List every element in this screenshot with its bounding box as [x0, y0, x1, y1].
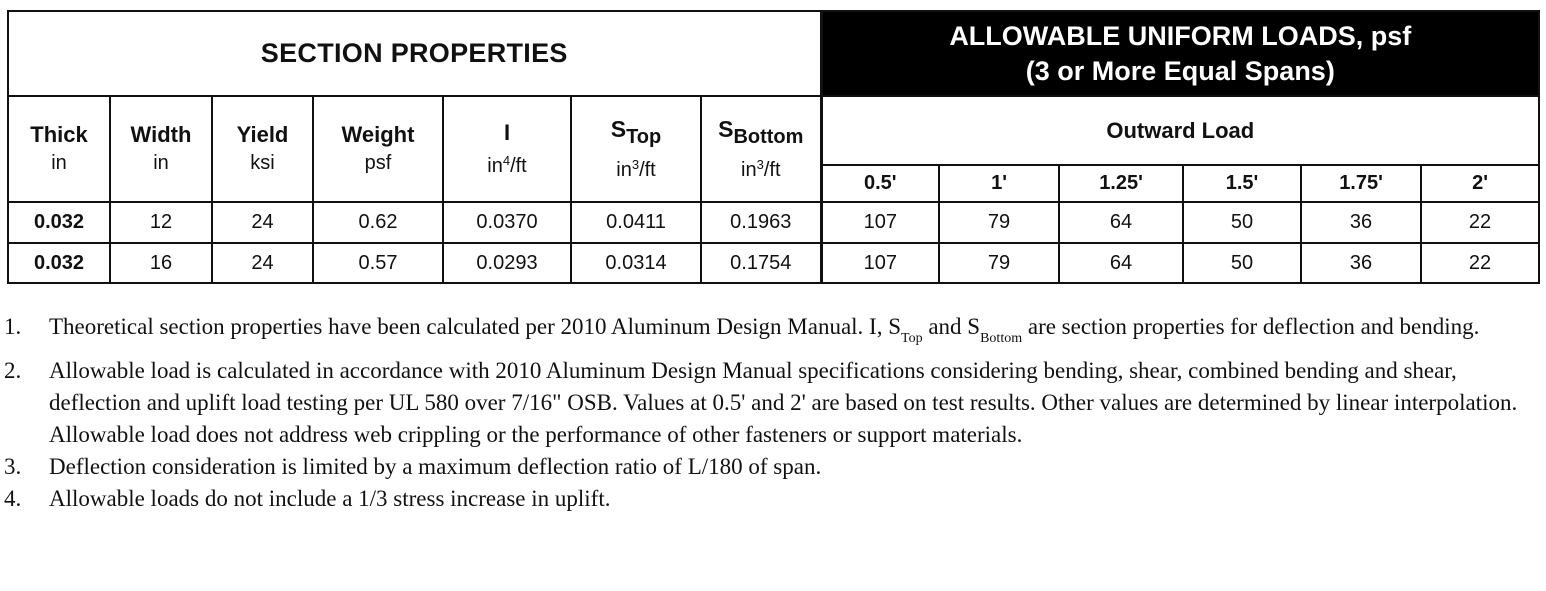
footnote-number: 4. [4, 486, 22, 511]
cell-moment-of-inertia: 0.0293 [443, 243, 571, 283]
footnote-text: Allowable load is calculated in accordance with 2010 Aluminum Design Manual specifications considering bending, shear, combined bending and shear, deflection and uplift load testing per UL 580 over 7/16" OSB. Values at 0.5' and 2' are based on test results. Other values are determined by linear interpolation. Allowable load does not address web crippling or the performance of other fasteners or support materials. [49, 358, 1518, 447]
col-header-moment-of-inertia-unit: $in^4/ft$ [487, 152, 527, 177]
table-row [8, 202, 1539, 243]
cell-load: 79 [939, 202, 1059, 243]
span-header: 1.5' [1183, 165, 1301, 202]
allowable-loads-title-line1: ALLOWABLE UNIFORM LOADS, psf [949, 20, 1412, 51]
cell-s-bottom: 0.1963 [701, 202, 821, 243]
footnote-text: Theoretical section properties have been calculated per 2010 Aluminum Design Manual. I, $S_{Top}$ and $S_{Bottom}$ are section properties for deflection and bending. [49, 314, 1480, 346]
cell-load: 107 [821, 202, 939, 243]
cell-thick: 0.032 [8, 202, 110, 243]
span-header: 1.25' [1059, 165, 1183, 202]
cell-load: 107 [821, 243, 939, 283]
section-properties-title: SECTION PROPERTIES [8, 11, 821, 96]
col-header-s-bottom [701, 96, 821, 202]
cell-yield: 24 [212, 243, 313, 283]
cell-load: 36 [1301, 202, 1421, 243]
footnotes-list [4, 311, 1544, 515]
span-header: 1.75' [1301, 165, 1421, 202]
table-row [8, 243, 1539, 283]
col-header-yield-unit: ksi [250, 152, 275, 174]
cell-weight: 0.62 [313, 202, 443, 243]
outward-load-header: Outward Load [821, 96, 1539, 165]
cell-yield: 24 [212, 202, 313, 243]
specification-table [7, 10, 1540, 284]
footnote-item [4, 355, 1544, 451]
cell-load: 50 [1183, 202, 1301, 243]
col-header-s-top-unit: $in^3/ft$ [616, 156, 656, 181]
cell-load: 22 [1421, 202, 1539, 243]
cell-load: 79 [939, 243, 1059, 283]
col-header-width [110, 96, 212, 202]
cell-s-bottom: 0.1754 [701, 243, 821, 283]
col-header-weight [313, 96, 443, 202]
allowable-loads-title [821, 11, 1539, 96]
cell-load: 64 [1059, 202, 1183, 243]
cell-width: 16 [110, 243, 212, 283]
footnote-item [4, 483, 1544, 515]
col-header-moment-of-inertia-title: I [503, 119, 511, 145]
col-header-thick-title: Thick [30, 122, 88, 147]
col-header-s-top-symbol: $S_{Top}$ [610, 115, 662, 148]
footnote-item [4, 451, 1544, 483]
cell-load: 64 [1059, 243, 1183, 283]
col-header-width-title: Width [130, 122, 192, 147]
span-header: 0.5' [821, 165, 939, 202]
span-header: 1' [939, 165, 1059, 202]
cell-weight: 0.57 [313, 243, 443, 283]
footnote-number: 2. [4, 358, 22, 383]
cell-load: 50 [1183, 243, 1301, 283]
cell-moment-of-inertia: 0.0370 [443, 202, 571, 243]
allowable-loads-title-line2: (3 or More Equal Spans) [1025, 55, 1335, 86]
col-header-weight-title: Weight [341, 122, 415, 147]
col-header-moment-of-inertia [443, 96, 571, 202]
cell-s-top: 0.0314 [571, 243, 701, 283]
cell-s-top: 0.0411 [571, 202, 701, 243]
footnote-number: 3. [4, 454, 22, 479]
col-header-weight-unit: psf [364, 152, 392, 174]
span-header: 2' [1421, 165, 1539, 202]
footnote-text: Deflection consideration is limited by a maximum deflection ratio of L/180 of span. [49, 454, 822, 479]
footnote-text: Allowable loads do not include a 1/3 stress increase in uplift. [49, 486, 611, 511]
cell-width: 12 [110, 202, 212, 243]
col-header-thick-unit: in [51, 152, 67, 174]
col-header-yield [212, 96, 313, 202]
col-header-s-bottom-unit: $in^3/ft$ [741, 156, 781, 181]
col-header-s-bottom-symbol: $S_{Bottom}$ [718, 115, 804, 148]
footnote-number: 1. [4, 314, 22, 339]
cell-thick: 0.032 [8, 243, 110, 283]
col-header-yield-title: Yield [236, 122, 289, 147]
cell-load: 36 [1301, 243, 1421, 283]
cell-load: 22 [1421, 243, 1539, 283]
footnote-item [4, 311, 1544, 355]
col-header-width-unit: in [153, 152, 169, 174]
col-header-thick [8, 96, 110, 202]
col-header-s-top [571, 96, 701, 202]
